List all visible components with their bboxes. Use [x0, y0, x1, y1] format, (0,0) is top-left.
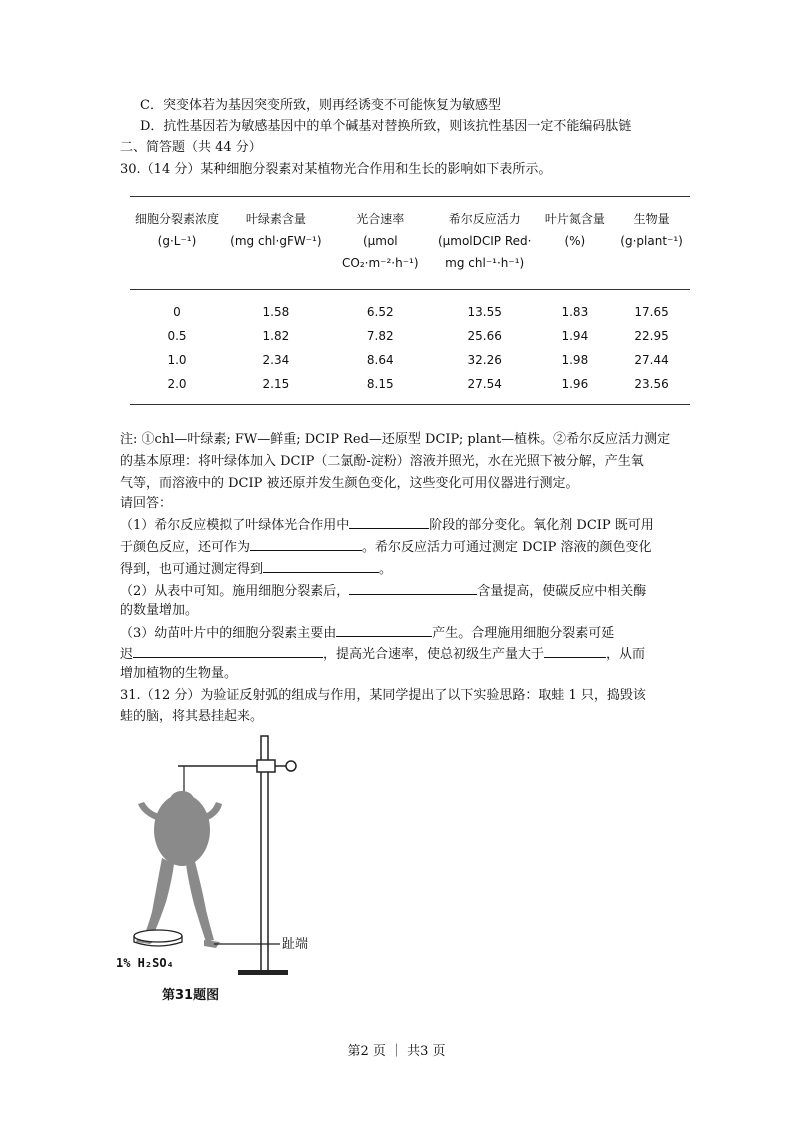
text-run: 得到，也可通过测定得到 — [120, 562, 264, 577]
frog-icon — [136, 791, 222, 948]
answer-blank[interactable] — [349, 580, 477, 595]
table-cell: 27.44 — [634, 353, 669, 367]
table-cell: 25.66 — [467, 329, 502, 343]
header-concentration — [130, 196, 224, 288]
table-cell: 8.64 — [366, 353, 394, 367]
note-line-1: 注: ①chl—叶绿素; FW—鲜重; DCIP Red—还原型 DCIP; plant—植株。②希尔反应活力测定 — [120, 432, 671, 447]
text-run: ，从而 — [606, 647, 646, 662]
table-cell: 1.58 — [262, 305, 290, 319]
table-cell: 1.83 — [561, 305, 589, 319]
text-run: 产生。合理施用细胞分裂素可延 — [432, 626, 615, 641]
q31-line-2: 蛙的脑，将其悬挂起来。 — [120, 709, 264, 724]
answer-blank[interactable] — [349, 514, 429, 529]
part1-line-1 — [120, 514, 654, 536]
table-cell: 13.55 — [467, 305, 502, 319]
stand-base — [238, 970, 288, 975]
table-cell: 2.0 — [167, 377, 187, 391]
text-run: 含量提高，使碳反应中相关酶 — [477, 584, 647, 599]
table-bottom-rule — [130, 404, 690, 405]
part2-line-1 — [120, 580, 646, 602]
header-photosynthesis — [328, 196, 433, 288]
ask-line: 请回答： — [120, 496, 173, 511]
text-run: （2）从表中可知。施用细胞分裂素后， — [120, 584, 350, 599]
text-run: 于颜色反应，还可作为 — [120, 540, 251, 555]
q30-stem: 30.（14 分）某种细胞分裂素对某植物光合作用和生长的影响如下表所示。 — [120, 162, 552, 177]
table-cell: 1.82 — [262, 329, 290, 343]
table-row — [130, 288, 690, 324]
header-label: 光合速率 — [356, 212, 405, 226]
acid-label: 1% H₂SO₄ — [116, 956, 174, 970]
header-label: 叶片氮含量 — [544, 212, 605, 226]
header-label: 叶绿素含量 — [245, 212, 306, 226]
header-unit: (μmolDCIP Red· — [437, 234, 532, 248]
answer-blank[interactable] — [263, 558, 379, 573]
header-chlorophyll — [224, 196, 328, 288]
text-run: 迟 — [120, 647, 134, 662]
table-cell: 1.0 — [167, 353, 187, 367]
part1-line-3 — [120, 558, 392, 580]
header-unit-cont: mg chl⁻¹·h⁻¹) — [445, 256, 525, 270]
part1-line-2 — [120, 536, 652, 558]
table-cell: 1.96 — [561, 377, 589, 391]
text-run: 。希尔反应活力可通过测定 DCIP 溶液的颜色变化 — [362, 540, 652, 555]
data-table — [130, 196, 690, 396]
header-unit: (g·L⁻¹) — [157, 234, 197, 248]
option-c: C．突变体若为基因突变所致，则再经诱变不可能恢复为敏感型 — [140, 98, 501, 113]
section-heading: 二、简答题（共 44 分） — [120, 140, 262, 155]
table-row — [130, 324, 690, 348]
q31-line-1: 31.（12 分）为验证反射弧的组成与作用，某同学提出了以下实验思路：取蛙 1 只，捣毁该 — [120, 688, 646, 703]
header-label: 细胞分裂素浓度 — [134, 212, 219, 226]
answer-blank[interactable] — [336, 622, 432, 637]
table-cell: 7.82 — [366, 329, 394, 343]
header-unit: (g·plant⁻¹) — [620, 234, 683, 248]
note-line-2: 的基本原理：将叶绿体加入 DCIP（二氯酚-淀粉）溶液并照光，水在光照下被分解，产生氧 — [120, 454, 644, 469]
header-hill-reaction — [433, 196, 537, 288]
figure-caption: 第31题图 — [162, 988, 220, 1003]
table-cell: 27.54 — [467, 377, 502, 391]
answer-blank[interactable] — [250, 536, 362, 551]
header-leaf-nitrogen — [537, 196, 614, 288]
part2-line-2: 的数量增加。 — [120, 603, 199, 618]
answer-blank[interactable] — [544, 643, 606, 658]
table-cell: 0 — [173, 305, 181, 319]
text-run: 。 — [379, 562, 393, 577]
part3-line-2 — [120, 643, 645, 665]
option-d: D．抗性基因若为敏感基因中的单个碱基对替换所致，则该抗性基因一定不能编码肽链 — [140, 119, 632, 134]
table-cell: 23.56 — [634, 377, 669, 391]
header-label: 希尔反应活力 — [448, 212, 521, 226]
table-header-row — [130, 196, 690, 288]
text-run: （1）希尔反应模拟了叶绿体光合作用中 — [120, 518, 350, 533]
clamp — [257, 760, 275, 772]
header-label: 生物量 — [633, 212, 670, 226]
frog-experiment-figure — [110, 730, 350, 1010]
table-cell: 2.15 — [262, 377, 290, 391]
table-cell: 1.94 — [561, 329, 589, 343]
part3-line-1 — [120, 622, 614, 644]
toe-label: 趾端 — [282, 937, 309, 952]
acid-dish — [134, 930, 182, 942]
table-cell: 2.34 — [262, 353, 290, 367]
table-cell: 17.65 — [634, 305, 669, 319]
table-cell: 6.52 — [366, 305, 394, 319]
table-row — [130, 348, 690, 372]
text-run: 阶段的部分变化。氧化剂 DCIP 既可用 — [429, 518, 654, 533]
header-unit: (μmol CO₂·m⁻²·h⁻¹) — [342, 234, 419, 270]
part3-line-3: 增加植物的生物量。 — [120, 666, 238, 681]
table-cell: 22.95 — [634, 329, 669, 343]
page-footer: 第2 页 ｜ 共3 页 — [347, 1044, 446, 1059]
table-cell: 0.5 — [167, 329, 187, 343]
clamp-knob — [286, 761, 296, 771]
table-row — [130, 372, 690, 396]
header-unit: (mg chl·gFW⁻¹) — [230, 234, 322, 248]
table-cell: 1.98 — [561, 353, 589, 367]
text-run: （3）幼苗叶片中的细胞分裂素主要由 — [120, 626, 337, 641]
header-biomass — [613, 196, 690, 288]
table-cell: 32.26 — [467, 353, 502, 367]
table-cell: 8.15 — [366, 377, 394, 391]
header-unit: (%) — [564, 234, 586, 248]
text-run: ，提高光合速率，使总初级生产量大于 — [323, 647, 545, 662]
answer-blank[interactable] — [133, 643, 323, 658]
note-line-3: 气等，而溶液中的 DCIP 被还原并发生颜色变化，这些变化可用仪器进行测定。 — [120, 476, 579, 491]
